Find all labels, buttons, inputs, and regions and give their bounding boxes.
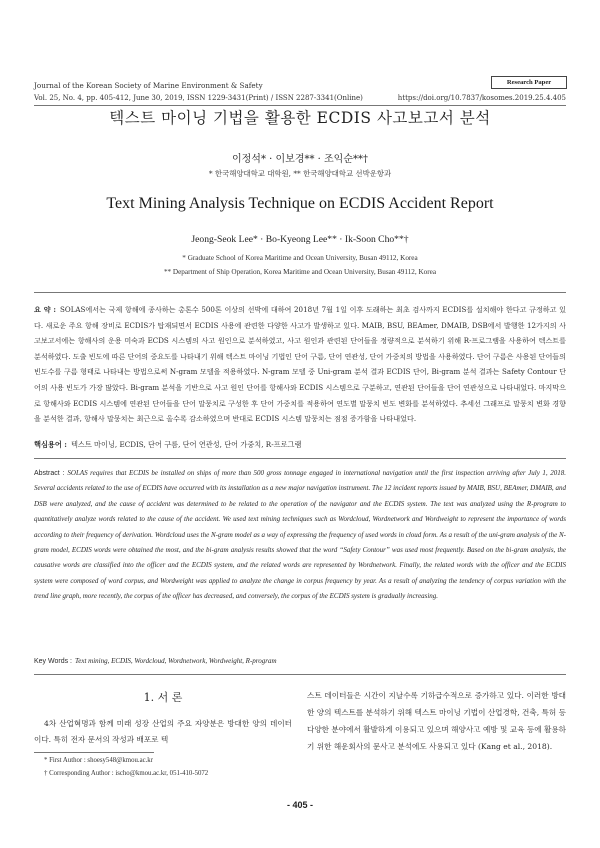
abstract-top-divider: [34, 292, 566, 293]
abstract-bottom-divider: [34, 674, 566, 675]
footnote-corresponding-author: † Corresponding Author : ischo@kmou.ac.kr, 051-410-5072: [44, 770, 209, 777]
page-number: - 405 -: [286, 800, 313, 810]
english-title: Text Mining Analysis Technique on ECDIS Accident Report: [106, 195, 494, 212]
volume-info: Vol. 25, No. 4, pp. 405-412, June 30, 2019, ISSN 1229-3431(Print) / ISSN 2287-3341(Online): [34, 94, 363, 102]
english-abstract-label: Abstract :: [34, 470, 65, 477]
english-keywords-text: Text mining, ECDIS, Wordcloud, Wordnetwork, Wordweight, R-program: [75, 657, 277, 665]
footnote-divider: [34, 752, 154, 753]
english-authors: Jeong-Seok Lee* · Bo-Kyeong Lee** · Ik-Soon Cho**†: [191, 234, 409, 245]
korean-keywords-label: 핵심용어 :: [34, 440, 67, 449]
footnote-first-author: * First Author : shoesy548@kmou.ac.kr: [44, 757, 153, 764]
english-affiliation-2: ** Department of Ship Operation, Korea Maritime and Ocean University, Busan 49112, Korea: [163, 268, 437, 276]
body-left-column: 4차 산업혁명과 함께 미래 성장 산업의 주요 자양분은 방대한 양의 데이터이다. 특히 전자 문서의 작성과 배포로 텍: [34, 719, 292, 744]
english-abstract-text: SOLAS requires that ECDIS be installed on ships of more than 500 gross tonnage engaged in international navigation until the first inspection arriving after July 1, 2018. Several accidents related to the use of ECDIS have occurred with its installation as a new major navigation instrument. The 12 incident reports issued by MAIB, BSU, BEAmer, DMAIB, and DSB were analyzed, and the cause of accident was determined to be related to the operation of the navigator and the ECDIS system. The text was analyzed using the R-program to quantitatively analyze words related to the cause of the accident. We used text mining techniques such as Wordcloud, Wordnetwork and Wordweight to represent the importance of words according to their frequency of derivation. Wordcloud uses the N-gram model as a way of expressing the frequency of used words in cloud form. As a result of the uni-gram analysis of the N-gram model, ECDIS words were obtained the most, and the bi-gram analysis results showed that the word “Safety Contour” was used most frequently. Based on the bi-gram analysis, the causative words are classified into the officer and the ECDIS system, and the related words are represented by Wordnetwork. Finally, the related words with the officer and the ECDIS system were composed of word corpus, and Wordweight was applied to analyze the change in corpus frequency by year. As a result of analyzing the tendency of corpus variation with the trend line graph, more recently, the corpus of the officer has decreased, and conversely, the corpus of the ECDIS system is gradually increasing.: [34, 469, 566, 601]
abstract-mid-divider: [34, 458, 566, 459]
korean-abstract-label: 요 약 :: [34, 305, 57, 314]
english-keywords: [34, 657, 566, 665]
korean-abstract-text: SOLAS에서는 국제 항해에 종사하는 총톤수 500톤 이상의 선박에 대하여 2018년 7월 1일 이후 도래하는 최초 검사까지 ECDIS를 설치해야 한다고 규정하고 있다. 새로운 주요 항해 장비로 ECDIS가 탑재되면서 ECDIS 사용에 관련한 다양한 사고가 발생하고 있다. MAIB, BSU, BEAmer, DMAIB, DSB에서 발행한 12가지의 사고보고서에는 항해사의 운용 미숙과 ECDS 시스템의 사고 원인으로 분석하였고, 사고 원인과 관련된 단어들을 정량적으로 분석하기 위해 R-프로그램을 사용하여 텍스트를 분석하였다. 도출 빈도에 따른 단어의 중요도를 나타내기 위해 텍스트 마이닝 기법인 단어 구름, 단어 연관성, 단어 가중치의 방법을 사용하였다. 단어 구름은 사용된 단어들의 빈도수를 구름 형태로 나타내는 방법으로써 N-gram 모델을 적용하였다. N-gram 모델 중 Uni-gram 분석 결과 ECDIS 단어, Bi-gram 분석 결과는 Safety Contour 단어의 사용 빈도가 가장 많았다. Bi-gram 분석을 기반으로 사고 원인 단어를 항해사와 ECDIS 시스템으로 구분하고, 연관된 단어들을 단어 연관성으로 나타내었다. 마지막으로 항해사와 ECDIS 시스템에 연관된 단어들을 단어 말뭉치로 구성한 후 단어 가중치를 적용하여 연도별 말뭉치 빈도 변화를 분석하였다. 추세선 그래프로 말뭉치 변화 경향을 분석한 결과, 항해사 말뭉치는 최근으로 올수록 감소하였으며 반대로 ECDIS 시스템 말뭉치는 점점 증가함을 나타내었다.: [34, 305, 566, 424]
english-keywords-label: Key Words :: [34, 658, 72, 665]
korean-keywords: [34, 440, 566, 450]
korean-keywords-text: 텍스트 마이닝, ECDIS, 단어 구름, 단어 연관성, 단어 가중치, R-프로그램: [70, 440, 302, 449]
english-affiliation-1: * Graduate School of Korea Maritime and Ocean University, Busan 49112, Korea: [182, 254, 418, 262]
english-abstract: [34, 466, 566, 605]
korean-title: 텍스트 마이닝 기법을 활용한 ECDIS 사고보고서 분석: [109, 109, 491, 127]
korean-authors: 이정석* · 이보경** · 조익순**†: [231, 154, 368, 165]
doi-link[interactable]: https://doi.org/10.7837/kosomes.2019.25.4.405: [397, 94, 566, 102]
journal-name: Journal of the Korean Society of Marine Environment & Safety: [34, 81, 263, 90]
korean-affiliation: * 한국해양대학교 대학원, ** 한국해양대학교 선박운항과: [208, 169, 392, 178]
korean-abstract: [34, 302, 566, 427]
article-type-badge: Research Paper: [491, 76, 567, 89]
section-heading-introduction: 1. 서 론: [143, 691, 183, 704]
body-right-column: 스트 데이터들은 시간이 지날수록 기하급수적으로 증가하고 있다. 이러한 방대한 양의 텍스트를 분석하기 위해 텍스트 마이닝 기법이 산업경학, 건축, 특허 등 다양한 분야에서 활발하게 이용되고 있으며 해양사고 예방 및 교육 등에 활용하기 위한 해운회사의 문사고 분석에도 사용되고 있다 (Kang et al., 2018).: [307, 691, 566, 751]
